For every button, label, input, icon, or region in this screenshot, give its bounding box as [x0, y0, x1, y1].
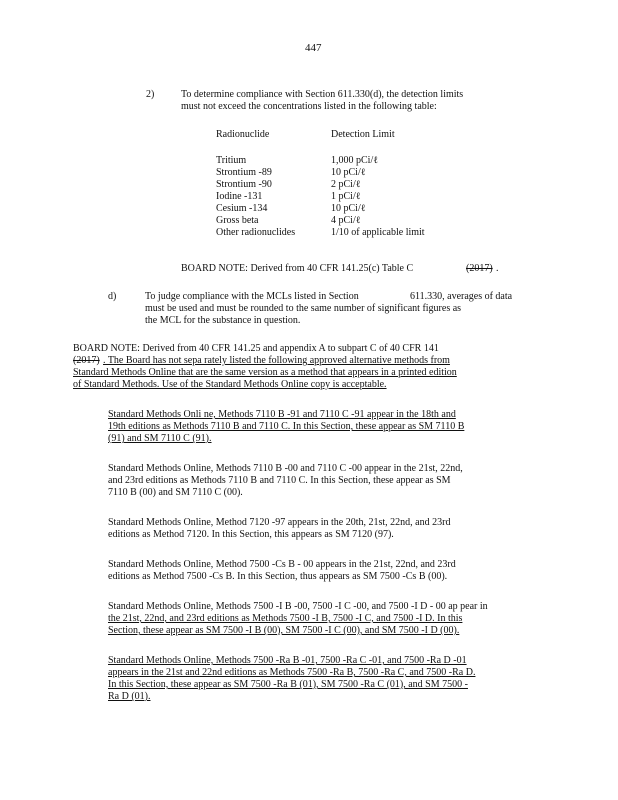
sm-paragraph-line: Standard Methods Online, Methods 7500 -Ra B -01, 7500 -Ra C -01, and 7500 -Ra D -01 — [108, 655, 467, 666]
sm-paragraph-line: the 21st, 22nd, and 23rd editions as Methods 7500 -I B, 7500 -I C, and 7500 -I D. In this — [108, 613, 463, 624]
table-row-limit: 10 pCi/ℓ — [331, 167, 366, 178]
item-d-line1b: 611.330, averages of data — [410, 291, 513, 302]
sm-paragraph-line: and 23rd editions as Methods 7110 B and 7110 C. In this Section, these appear as SM — [108, 475, 451, 486]
table-row-limit: 2 pCi/ℓ — [331, 179, 361, 190]
board-note-1: BOARD NOTE: Derived from 40 CFR 141.25(c) Table C — [181, 263, 414, 274]
item-d-line1a: To judge compliance with the MCLs listed in Section — [145, 291, 359, 302]
table-header-limit: Detection Limit — [331, 129, 395, 140]
table-row-nuclide: Other radionuclides — [216, 227, 296, 238]
table-row-nuclide: Tritium — [216, 155, 247, 166]
board-note-1-struck-year: (2017) — [466, 263, 493, 274]
sm-paragraph-line: Standard Methods Online, Methods 7110 B -00 and 7110 C -00 appear in the 21st, 22nd, — [108, 463, 463, 474]
board-note-2-line1: BOARD NOTE: Derived from 40 CFR 141.25 and appendix A to subpart C of 40 CFR 141 — [73, 343, 439, 354]
sm-paragraph-line: Ra D (01). — [108, 691, 151, 702]
table-row-nuclide: Gross beta — [216, 215, 259, 226]
item-2-line2: must not exceed the concentrations listed in the following table: — [181, 101, 437, 112]
item-d-label: d) — [108, 291, 117, 302]
board-note-2-line4: of Standard Methods. Use of the Standard Methods Online copy is acceptable. — [73, 379, 387, 390]
sm-paragraph-line: In this Section, these appear as SM 7500 -Ra B (01), SM 7500 -Ra C (01), and SM 7500 - — [108, 679, 468, 690]
sm-paragraph-line: Standard Methods Online, Method 7500 -Cs B - 00 appears in the 21st, 22nd, and 23rd — [108, 559, 456, 570]
sm-paragraph-line: Standard Methods Online, Methods 7500 -I B -00, 7500 -I C -00, and 7500 -I D - 00 ap pear in — [108, 601, 488, 612]
item-2-line1: To determine compliance with Section 611.330(d), the detection limits — [181, 89, 464, 100]
sm-paragraph-line: 19th editions as Methods 7110 B and 7110 C. In this Section, these appear as SM 7110 B — [108, 421, 465, 432]
table-row-limit: 10 pCi/ℓ — [331, 203, 366, 214]
table-header-radionuclide: Radionuclide — [216, 129, 270, 140]
page-number: 447 — [305, 42, 322, 54]
sm-paragraph-line: Standard Methods Onli ne, Methods 7110 B -91 and 7110 C -91 appear in the 18th and — [108, 409, 456, 420]
sm-paragraph-line: (91) and SM 7110 C (91). — [108, 433, 212, 444]
item-d-line3: the MCL for the substance in question. — [145, 315, 301, 326]
item-d-line2: must be used and must be rounded to the same number of significant figures as — [145, 303, 462, 314]
board-note-2-line3: Standard Methods Online that are the same version as a method that appears in a printed edition — [73, 367, 457, 378]
table-row-nuclide: Strontium -90 — [216, 179, 272, 190]
board-note-2-struck-year: (2017) — [73, 355, 100, 366]
sm-paragraph-line: Section, these appear as SM 7500 -I B (00), SM 7500 -I C (00), and SM 7500 -I D (00). — [108, 625, 460, 636]
table-row-nuclide: Iodine -131 — [216, 191, 263, 202]
sm-paragraph-line: Standard Methods Online, Method 7120 -97 appears in the 20th, 21st, 22nd, and 23rd — [108, 517, 451, 528]
table-row-limit: 1,000 pCi/ℓ — [331, 155, 379, 166]
sm-paragraph-line: editions as Method 7120. In this Section, this appears as SM 7120 (97). — [108, 529, 394, 540]
board-note-1-period: . — [496, 263, 499, 274]
board-note-2-line2: . The Board has not sepa rately listed the following approved alternative methods from — [103, 355, 450, 366]
table-row-nuclide: Cesium -134 — [216, 203, 268, 214]
table-row-limit: 1/10 of applicable limit — [331, 227, 425, 238]
table-row-limit: 1 pCi/ℓ — [331, 191, 361, 202]
sm-paragraph-line: editions as Method 7500 -Cs B. In this Section, thus appears as SM 7500 -Cs B (00). — [108, 571, 448, 582]
sm-paragraph-line: appears in the 21st and 22nd editions as Methods 7500 -Ra B, 7500 -Ra C, and 7500 -Ra D. — [108, 667, 476, 678]
item-2-label: 2) — [146, 89, 155, 100]
sm-paragraph-line: 7110 B (00) and SM 7110 C (00). — [108, 487, 243, 498]
table-row-nuclide: Strontium -89 — [216, 167, 272, 178]
table-row-limit: 4 pCi/ℓ — [331, 215, 361, 226]
